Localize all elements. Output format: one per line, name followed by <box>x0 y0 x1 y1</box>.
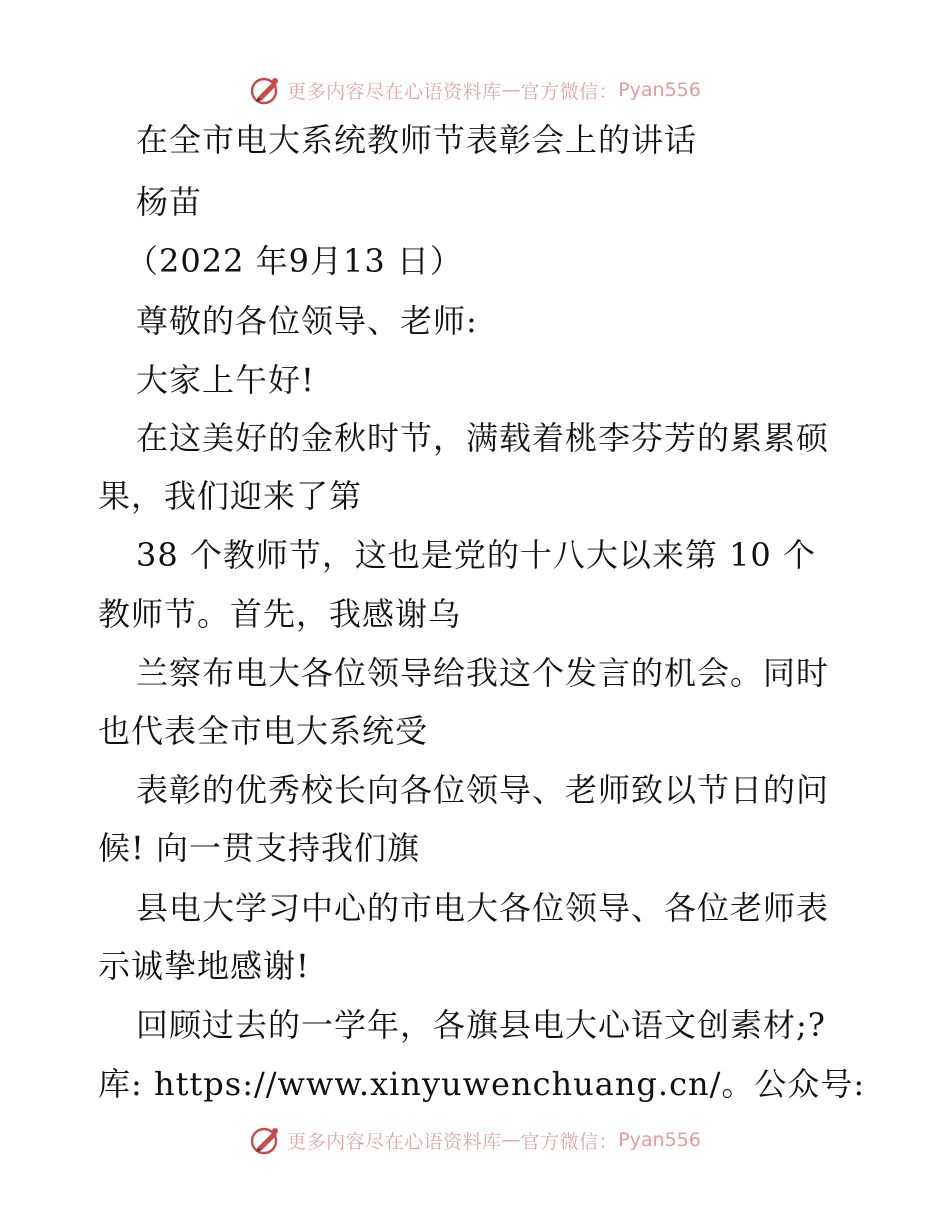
document-date: （2022 年9月13 日） <box>126 242 463 280</box>
footer-watermark <box>0 1120 950 1160</box>
salutation: 尊敬的各位领导、老师: <box>136 302 478 340</box>
document-author: 杨苗 <box>136 183 203 221</box>
paragraph-line: 表彰的优秀校长向各位领导、老师致以节日的问 <box>136 771 830 809</box>
greeting: 大家上午好! <box>136 361 315 399</box>
watermark-separator: — <box>501 1129 521 1151</box>
watermark-wechat-label: 官方微信： <box>520 80 619 103</box>
header-watermark <box>0 70 950 110</box>
watermark-wechat-id: Pyan556 <box>618 79 701 101</box>
watermark-separator: — <box>501 79 521 101</box>
watermark-text: 更多内容尽在心语资料库 <box>287 1130 502 1153</box>
paragraph-line: 县电大学习中心的市电大各位领导、各位老师表 <box>136 889 830 927</box>
paragraph-line: 在这美好的金秋时节，满载着桃李芬芳的累累硕 <box>136 419 830 457</box>
paragraph-line: 果，我们迎来了第 <box>98 477 363 515</box>
paragraph-line: 教师节。首先，我感谢乌 <box>98 595 462 633</box>
document-title: 在全市电大系统教师节表彰会上的讲话 <box>136 121 698 159</box>
watermark-text: 更多内容尽在心语资料库 <box>287 80 502 103</box>
paragraph-line: 示诚挚地感谢! <box>98 947 310 985</box>
watermark-wechat-id: Pyan556 <box>618 1129 701 1151</box>
paragraph-line: 也代表全市电大系统受 <box>98 712 429 750</box>
paragraph-line: 回顾过去的一学年，各旗县电大心语文创素材;? <box>136 1006 826 1044</box>
paragraph-line: 候! 向一贯支持我们旗 <box>98 829 421 867</box>
pen-logo-icon <box>249 1123 283 1157</box>
paragraph-line: 库: https://www.xinyuwenchuang.cn/。公众号: <box>98 1065 866 1103</box>
pen-logo-icon <box>249 73 283 107</box>
paragraph-line: 38 个教师节，这也是党的十八大以来第 10 个 <box>136 536 816 574</box>
watermark-wechat-label: 官方微信： <box>520 1130 619 1153</box>
paragraph-line: 兰察布电大各位领导给我这个发言的机会。同时 <box>136 654 830 692</box>
